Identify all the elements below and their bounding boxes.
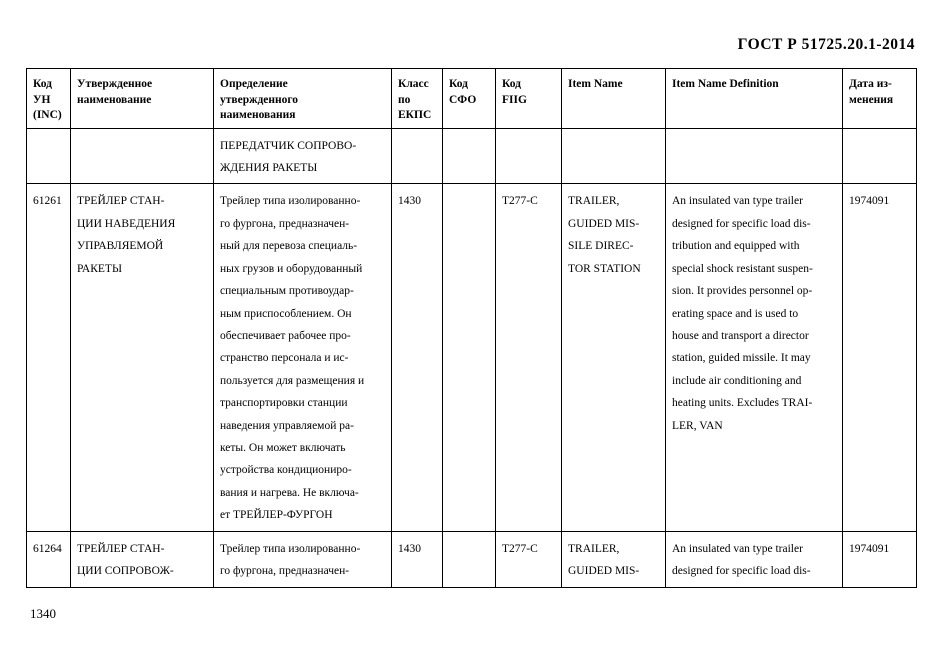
header-line: СФО <box>449 93 477 106</box>
text-line: station, guided missile. It may <box>672 352 811 365</box>
column-header-fiig-code <box>496 69 562 129</box>
text-line: ПЕРЕДАТЧИК СОПРОВО- <box>220 139 357 152</box>
header-line: УН <box>33 93 51 106</box>
text-line: устройства кондициониро- <box>220 464 352 477</box>
column-header-inc <box>27 69 71 129</box>
text-line: ЦИИ СОПРОВОЖ- <box>77 565 174 578</box>
cell-ekps-class <box>392 128 443 184</box>
text-line: ет ТРЕЙЛЕР-ФУРГОН <box>220 509 333 522</box>
text-line: TRAILER, <box>568 542 620 555</box>
text-line: пользуется для размещения и <box>220 374 365 387</box>
cell-item-name <box>562 531 666 587</box>
cell-change-date: 1974091 <box>843 184 917 531</box>
text-line: erating space and is used to <box>672 307 799 320</box>
text-line: GUIDED MIS- <box>568 217 640 230</box>
text-line: специальным противоудар- <box>220 285 354 298</box>
cell-item-name-definition <box>666 128 843 184</box>
cell-item-name-definition <box>666 184 843 531</box>
cell-sfo-code <box>443 531 496 587</box>
column-header-change-date <box>843 69 917 129</box>
text-line: вания и нагрева. Не включа- <box>220 486 359 499</box>
cell-fiig-code: T277-C <box>496 184 562 531</box>
text-line: tribution and equipped with <box>672 240 800 253</box>
header-line: по <box>398 93 411 106</box>
text-line: LER, VAN <box>672 419 723 432</box>
text-line: ным приспособлением. Он <box>220 307 352 320</box>
text-line: кеты. Он может включать <box>220 442 346 455</box>
table-row <box>27 531 917 587</box>
header-line: (INC) <box>33 109 62 122</box>
column-header-item-name <box>562 69 666 129</box>
text-line: ЖДЕНИЯ РАКЕТЫ <box>220 161 318 174</box>
text-line: го фургона, предназначен- <box>220 217 350 230</box>
cell-fiig-code <box>496 128 562 184</box>
cell-inc: 61264 <box>27 531 71 587</box>
text-line: SILE DIREC- <box>568 240 634 253</box>
header-line: Определение <box>220 78 288 90</box>
cell-inc <box>27 128 71 184</box>
text-line: Трейлер типа изолированно- <box>220 542 361 555</box>
cell-change-date <box>843 128 917 184</box>
header-line: наименования <box>220 109 296 122</box>
header-line: Утвержденное <box>77 78 153 90</box>
text-line: heating units. Excludes TRAI- <box>672 397 813 410</box>
standard-header: ГОСТ Р 51725.20.1-2014 <box>737 36 915 53</box>
text-line: ТРЕЙЛЕР СТАН- <box>77 542 165 555</box>
cell-approved-name <box>71 184 214 531</box>
cell-change-date: 1974091 <box>843 531 917 587</box>
text-line: An insulated van type trailer <box>672 542 803 555</box>
cell-approved-name <box>71 531 214 587</box>
header-line: Item Name Definition <box>672 78 779 90</box>
cell-sfo-code <box>443 128 496 184</box>
header-line: Код <box>33 78 53 90</box>
column-header-approved-name <box>71 69 214 129</box>
text-line: Трейлер типа изолированно- <box>220 195 361 208</box>
header-line: Класс <box>398 78 429 90</box>
page-number: 1340 <box>30 606 56 621</box>
cell-approved-name <box>71 128 214 184</box>
header-line: наименование <box>77 93 152 106</box>
table-row <box>27 184 917 531</box>
header-line: FIIG <box>502 93 527 106</box>
cell-definition <box>214 531 392 587</box>
cell-definition <box>214 184 392 531</box>
text-line: special shock resistant suspen- <box>672 262 813 275</box>
header-line: Дата из- <box>849 78 892 90</box>
header-line: Код <box>502 78 522 90</box>
text-line: ТРЕЙЛЕР СТАН- <box>77 195 165 208</box>
text-line: транспортировки станции <box>220 397 348 410</box>
column-header-definition <box>214 69 392 129</box>
cell-ekps-class: 1430 <box>392 531 443 587</box>
header-line: Item Name <box>568 78 623 90</box>
cell-sfo-code <box>443 184 496 531</box>
text-line: ных грузов и оборудованный <box>220 262 363 275</box>
text-line: An insulated van type trailer <box>672 195 803 208</box>
text-line: GUIDED MIS- <box>568 565 640 578</box>
text-line: обеспечивает рабочее про- <box>220 329 351 342</box>
cell-definition <box>214 128 392 184</box>
header-line: ЕКПС <box>398 109 432 122</box>
cell-item-name <box>562 184 666 531</box>
inc-catalogue-table <box>26 68 917 588</box>
text-line: УПРАВЛЯЕМОЙ <box>77 240 164 253</box>
column-header-ekps-class <box>392 69 443 129</box>
text-line: TOR STATION <box>568 262 641 275</box>
text-line: ЦИИ НАВЕДЕНИЯ <box>77 217 176 230</box>
column-header-sfo-code <box>443 69 496 129</box>
cell-fiig-code: T277-C <box>496 531 562 587</box>
text-line: РАКЕТЫ <box>77 262 122 275</box>
text-line: house and transport a director <box>672 329 809 342</box>
cell-ekps-class: 1430 <box>392 184 443 531</box>
text-line: ный для перевоза специаль- <box>220 240 358 253</box>
header-line: утвержденного <box>220 93 299 106</box>
text-line: designed for specific load dis- <box>672 217 811 230</box>
header-line: Код <box>449 78 469 90</box>
cell-inc: 61261 <box>27 184 71 531</box>
table-row <box>27 128 917 184</box>
table-header-row <box>27 69 917 129</box>
text-line: designed for specific load dis- <box>672 565 811 578</box>
text-line: TRAILER, <box>568 195 620 208</box>
text-line: го фургона, предназначен- <box>220 565 350 578</box>
text-line: include air conditioning and <box>672 374 802 387</box>
text-line: наведения управляемой ра- <box>220 419 354 432</box>
cell-item-name <box>562 128 666 184</box>
header-line: менения <box>849 93 894 106</box>
column-header-item-name-definition <box>666 69 843 129</box>
text-line: странство персонала и ис- <box>220 352 349 365</box>
cell-item-name-definition <box>666 531 843 587</box>
text-line: sion. It provides personnel op- <box>672 285 813 298</box>
